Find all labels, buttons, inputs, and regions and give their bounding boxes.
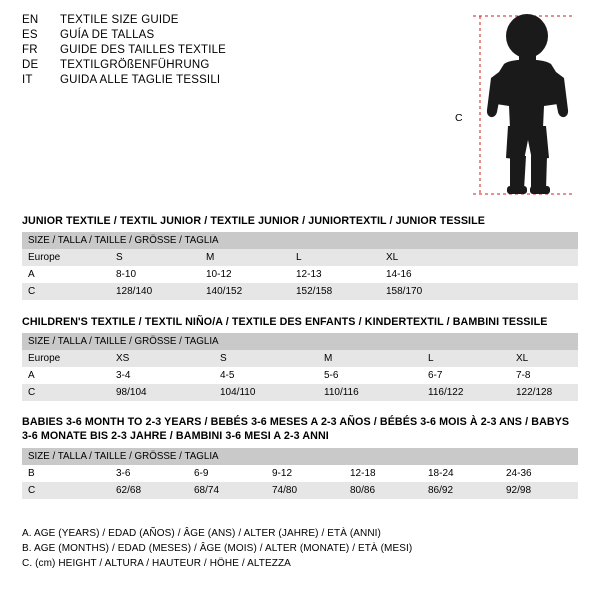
column-header: XS	[110, 350, 214, 367]
section-title: BABIES 3-6 MONTH TO 2-3 YEARS / BEBÉS 3-6 MESES A 2-3 AÑOS / BÉBÉS 3-6 MOIS À 2-3 ANS / BABYS 3-6 MONATE BIS 2-3 JAHRE / BAMBINI 3-6 MESI A 2-3 ANNI	[22, 416, 570, 442]
column-header: XL	[510, 350, 578, 367]
cell-value: 86/92	[422, 482, 500, 499]
column-header: L	[422, 350, 510, 367]
height-measure-label: C	[455, 112, 463, 124]
cell-value: 7-8	[510, 367, 578, 384]
column-header: Europe	[22, 249, 110, 266]
legend-note: C. (cm) HEIGHT / ALTURA / HAUTEUR / HÖHE / ALTEZZA	[22, 558, 291, 569]
table-row	[22, 482, 578, 499]
table-row-size-header	[22, 333, 578, 350]
cell-value: 6-7	[422, 367, 510, 384]
row-label: A	[22, 266, 110, 283]
table-row-size-header	[22, 448, 578, 465]
cell-value: 6-9	[188, 465, 266, 482]
table-row	[22, 465, 578, 482]
cell-value: 3-6	[110, 465, 188, 482]
language-row	[22, 74, 442, 86]
language-title: GUIDA ALLE TAGLIE TESSILI	[60, 74, 221, 86]
row-label: C	[22, 482, 110, 499]
cell-value: 104/110	[214, 384, 318, 401]
language-title-block	[22, 14, 442, 89]
cell-value: 110/116	[318, 384, 422, 401]
child-silhouette-figure	[455, 8, 590, 203]
cell-value: 10-12	[200, 266, 290, 283]
section-junior-textile	[22, 215, 578, 300]
row-label: B	[22, 465, 110, 482]
language-code: FR	[22, 44, 38, 56]
size-header-cell: SIZE / TALLA / TAILLE / GRÖSSE / TAGLIA	[22, 333, 578, 350]
legend-note: B. AGE (MONTHS) / EDAD (MESES) / ÂGE (MOIS) / ALTER (MONATE) / ETÀ (MESI)	[22, 543, 413, 554]
size-table-babies	[22, 448, 578, 499]
cell-value: 80/86	[344, 482, 422, 499]
table-row	[22, 266, 578, 283]
cell-value: 68/74	[188, 482, 266, 499]
language-row	[22, 14, 442, 26]
table-row	[22, 367, 578, 384]
legend-notes	[22, 528, 582, 573]
section-title: JUNIOR TEXTILE / TEXTIL JUNIOR / TEXTILE JUNIOR / JUNIORTEXTIL / JUNIOR TESSILE	[22, 215, 485, 227]
language-row	[22, 59, 442, 71]
cell-value: 122/128	[510, 384, 578, 401]
language-row	[22, 44, 442, 56]
table-row-columns	[22, 350, 578, 367]
language-row	[22, 29, 442, 41]
cell-value: 5-6	[318, 367, 422, 384]
section-title: CHILDREN'S TEXTILE / TEXTIL NIÑO/A / TEXTILE DES ENFANTS / KINDERTEXTIL / BAMBINI TESSILE	[22, 316, 548, 328]
section-childrens-textile	[22, 316, 578, 401]
table-row-size-header	[22, 232, 578, 249]
cell-value: 4-5	[214, 367, 318, 384]
language-title: TEXTILE SIZE GUIDE	[60, 14, 179, 26]
column-header: M	[318, 350, 422, 367]
section-babies-textile	[22, 415, 578, 499]
cell-value: 18-24	[422, 465, 500, 482]
table-row	[22, 384, 578, 401]
cell-value: 24-36	[500, 465, 578, 482]
silhouette-svg	[455, 8, 590, 203]
row-label: C	[22, 283, 110, 300]
cell-value: 9-12	[266, 465, 344, 482]
toddler-silhouette-shape	[487, 14, 568, 194]
language-title: GUIDE DES TAILLES TEXTILE	[60, 44, 227, 56]
language-title: TEXTILGRÖßENFÜHRUNG	[60, 59, 210, 71]
cell-value: 140/152	[200, 283, 290, 300]
column-header: L	[290, 249, 380, 266]
column-header: M	[200, 249, 290, 266]
cell-value: 12-18	[344, 465, 422, 482]
cell-value: 62/68	[110, 482, 188, 499]
cell-value: 152/158	[290, 283, 380, 300]
column-header: XL	[380, 249, 470, 266]
column-header: Europe	[22, 350, 110, 367]
language-code: EN	[22, 14, 39, 26]
language-code: ES	[22, 29, 38, 41]
cell-value: 3-4	[110, 367, 214, 384]
size-header-cell: SIZE / TALLA / TAILLE / GRÖSSE / TAGLIA	[22, 448, 578, 465]
table-row	[22, 283, 578, 300]
language-title: GUÍA DE TALLAS	[60, 29, 155, 41]
table-row-columns	[22, 249, 578, 266]
cell-value: 14-16	[380, 266, 470, 283]
cell-value: 98/104	[110, 384, 214, 401]
language-code: DE	[22, 59, 39, 71]
language-code: IT	[22, 74, 33, 86]
cell-value: 92/98	[500, 482, 578, 499]
cell-value: 8-10	[110, 266, 200, 283]
row-label: A	[22, 367, 110, 384]
cell-value: 74/80	[266, 482, 344, 499]
cell-value: 116/122	[422, 384, 510, 401]
size-table-junior	[22, 232, 578, 300]
column-header: S	[110, 249, 200, 266]
size-table-childrens	[22, 333, 578, 401]
column-header: S	[214, 350, 318, 367]
cell-value: 128/140	[110, 283, 200, 300]
size-header-cell: SIZE / TALLA / TAILLE / GRÖSSE / TAGLIA	[22, 232, 578, 249]
row-label: C	[22, 384, 110, 401]
legend-note: A. AGE (YEARS) / EDAD (AÑOS) / ÂGE (ANS) / ALTER (JAHRE) / ETÀ (ANNI)	[22, 528, 381, 539]
cell-value: 158/170	[380, 283, 470, 300]
cell-value: 12-13	[290, 266, 380, 283]
